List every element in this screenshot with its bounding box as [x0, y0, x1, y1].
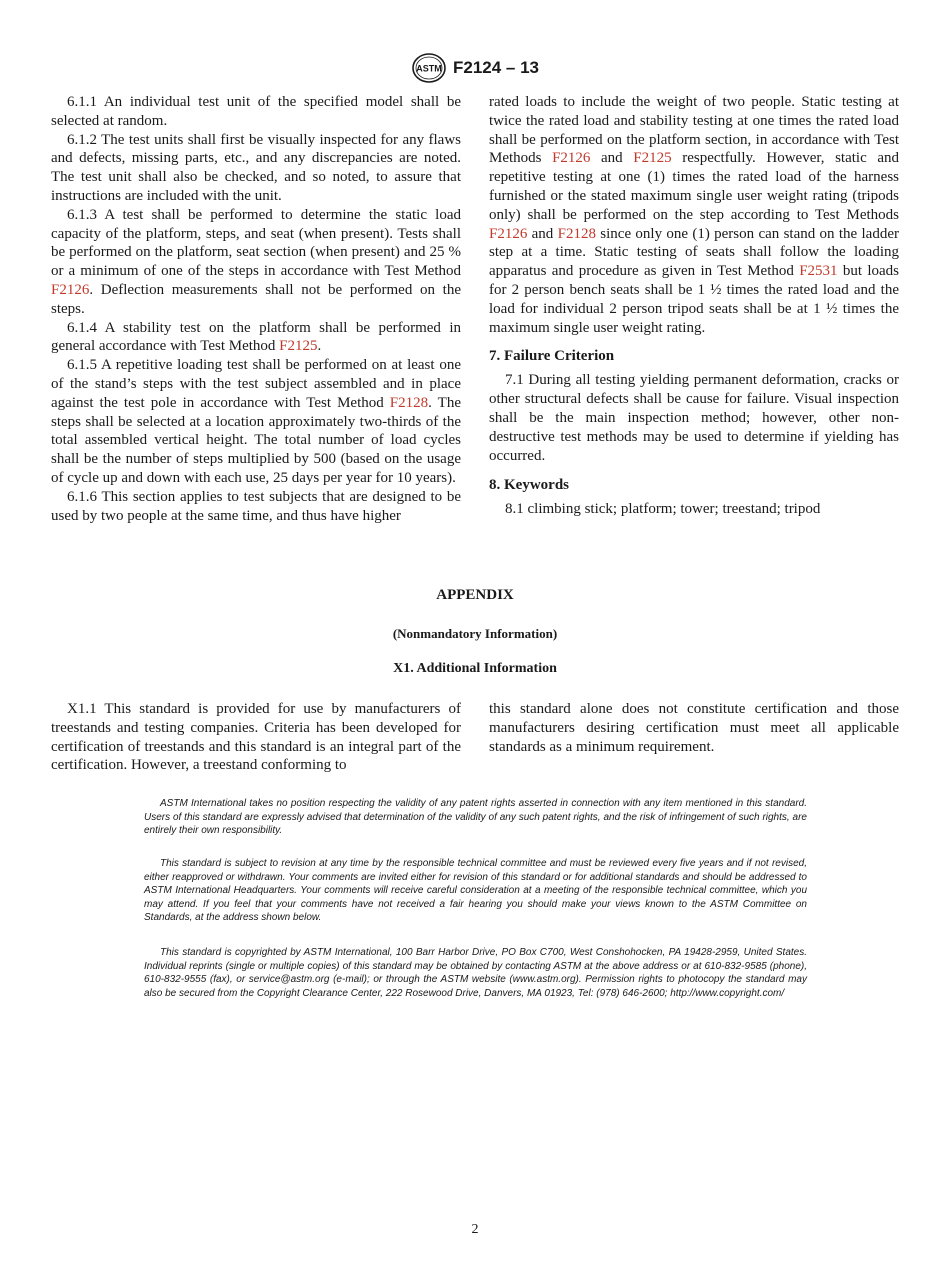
appendix-x1-heading: X1. Additional Information: [393, 661, 557, 676]
paragraph-6-1-5: 6.1.5 A repetitive loading test shall be performed on at least one of the stand’s steps with the test subject assembled and in place against the test pole in accordance with Test Method F2128. The steps shall be selected at a location approximately two-thirds of the total assembled vertical height. The total number of load cycles shall be the number of steps multiplied by 500 (based on the usage of cycle up and down with each use, 25 days per year for 10 years).: [51, 357, 461, 486]
paragraph-6-1-4: 6.1.4 A stability test on the platform shall be performed in general accordance with Test Method F2125.: [51, 319, 461, 355]
notice-copyright: This standard is copyrighted by ASTM International, 100 Barr Harbor Drive, PO Box C700, West Conshohocken, PA 19428-2959, United States. Individual reprints (single or multiple copies) of this standard may be obtained by contacting ASTM at the above address or at 610-832-9585 (phone), 610-832-9555 (fax), or service@astm.org (e-mail); or through the ASTM website (www.astm.org). Permission rights to photocopy the standard may also be secured from the Copyright Clearance Center, 222 Rosewood Drive, Danvers, MA 01923, Tel: (978) 646-2600; http://www.copyright.com/: [144, 947, 807, 999]
page-header: [0, 50, 950, 86]
paragraph-6-1-1: 6.1.1 An individual test unit of the specified model shall be selected at random.: [51, 94, 461, 129]
link-f2126[interactable]: F2126: [51, 281, 90, 298]
paragraph-6-1-6-continued: rated loads to include the weight of two people. Static testing at twice the rated load and stability testing at one times the rated load shall be performed on the platform section, in accordance with Test Methods F2126 and F2125 respectfully. However, static and repetitive testing at one (1) times the rated load of the harness furnished or the stated maximum single user weight rating (tripods only) shall be performed on the step according to Test Methods F2126 and F2128 since only one (1) person can stand on the ladder step at a time. Static testing of seats shall follow the loading apparatus and procedure as given in Test Method F2531 but loads for 2 person bench seats shall be 1 ½ times the rated load and the load for individual 2 person tripod seats shall be at 1 ½ times the maximum single user weight rating.: [489, 94, 899, 336]
notice-revision: This standard is subject to revision at any time by the responsible technical committee and must be reviewed every five years and if not revised, either reapproved or withdrawn. Your comments are invited either for revision of this standard or for additional standards and should be addressed to ASTM International Headquarters. Your comments will receive careful consideration at a meeting of the responsible technical committee, which you may attend. If you feel that your comments have not received a fair hearing you should make your views known to the ASTM Committee on Standards, at the address shown below.: [144, 858, 807, 923]
astm-logo-icon: [411, 52, 447, 84]
right-column: [489, 93, 899, 519]
link-f2125[interactable]: F2125: [279, 338, 318, 355]
link-f2126[interactable]: F2126: [552, 150, 591, 167]
document-id: F2124 – 13: [452, 58, 539, 77]
left-column: [51, 93, 461, 525]
paragraph-6-1-6: 6.1.6 This section applies to test subjects that are designed to be used by two people at the same time, and thus have higher: [51, 488, 461, 524]
paragraph-x1-1: X1.1 This standard is provided for use by manufacturers of treestands and testing companies. Criteria has been developed for certification of treestands and this standard is an integral part of the certification. However, a treestand conforming to: [51, 701, 461, 774]
appendix-left-column: [51, 700, 461, 775]
paragraph-7-1: 7.1 During all testing yielding permanent deformation, cracks or other structural defects shall be cause for failure. Visual inspection shall be the main inspection method; however, other non-destructive test methods may be used to determine if yielding has occurred.: [489, 372, 899, 464]
section-7-heading: 7. Failure Criterion: [489, 348, 615, 365]
appendix-subtitle: (Nonmandatory Information): [392, 626, 558, 641]
notice-patent: ASTM International takes no position respecting the validity of any patent rights asserted in connection with any item mentioned in this standard. Users of this standard are expressly advised that determination of the validity of any such patent rights, and the risk of infringement of such rights, are entirely their own responsibility.: [144, 798, 807, 836]
link-f2128[interactable]: F2128: [557, 225, 596, 242]
paragraph-6-1-2: 6.1.2 The test units shall first be visually inspected for any flaws and defects, missing parts, etc., and any discrepancies are noted. The test unit shall also be checked, and so noted, to assure that instructions are included with the unit.: [51, 131, 461, 204]
link-f2128[interactable]: F2128: [389, 394, 429, 411]
page-number: 2: [471, 1222, 479, 1237]
link-f2125[interactable]: F2125: [633, 150, 672, 167]
appendix-right-column: [489, 700, 899, 756]
logo-text: ASTM: [416, 63, 442, 74]
paragraph-8-1: 8.1 climbing stick; platform; tower; treestand; tripod: [505, 501, 821, 518]
link-f2531[interactable]: F2531: [799, 263, 838, 280]
appendix-title: APPENDIX: [436, 587, 514, 603]
section-8-heading: 8. Keywords: [489, 477, 569, 494]
paragraph-6-1-3: 6.1.3 A test shall be performed to determine the static load capacity of the platform, steps, and seat (when present). Tests shall be performed on the platform, seat section (when present) and 25 % or a minimum of one of the steps in accordance with Test Method F2126. Deflection measurements shall not be performed on the steps.: [51, 206, 461, 317]
link-f2126[interactable]: F2126: [489, 225, 528, 242]
paragraph-x1-1-continued: this standard alone does not constitute certification and those manufacturers desiring certification must meet all applicable standards as a minimum requirement.: [489, 701, 899, 755]
